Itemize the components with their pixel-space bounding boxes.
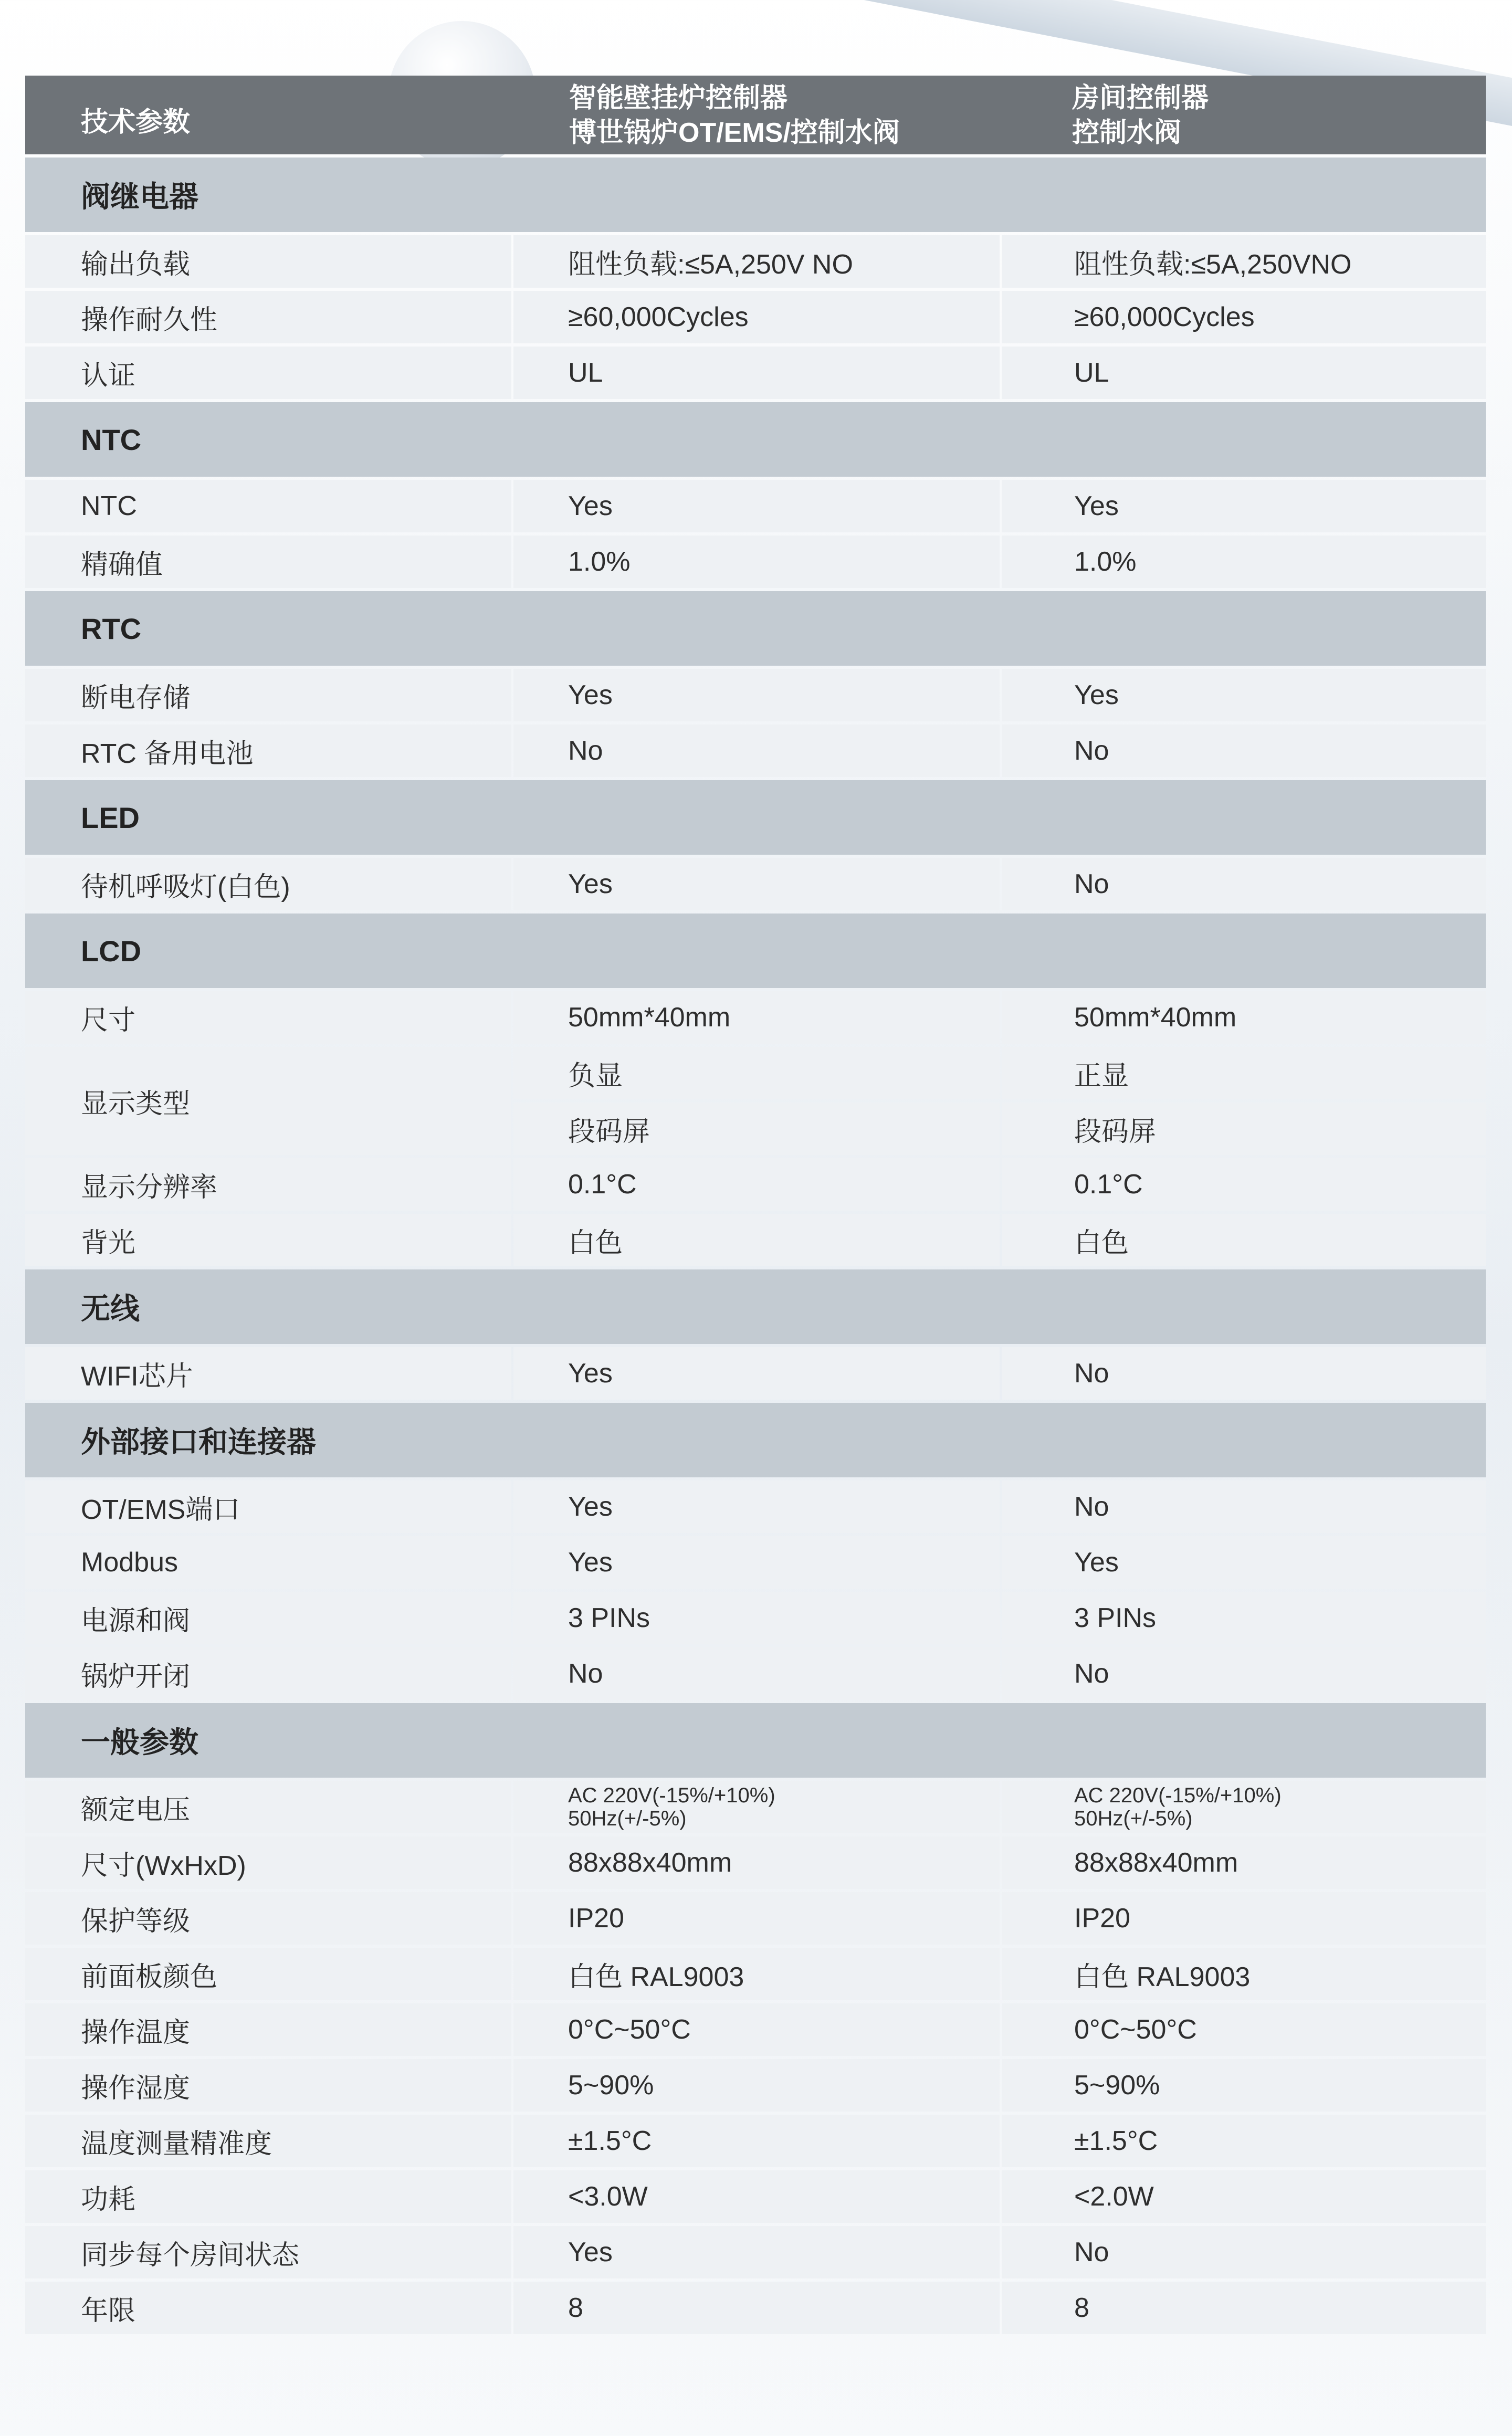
section-general: 一般参数 — [25, 1703, 1486, 1778]
row-value-a: 白色 — [513, 1214, 1000, 1266]
row-value-a-stack — [513, 1047, 1000, 1155]
table-row — [25, 1158, 1486, 1211]
row-label: 显示分辨率 — [25, 1158, 511, 1211]
row-value-b: 5~90% — [1002, 2059, 1486, 2112]
row-label: OT/EMS端口 — [25, 1480, 511, 1533]
row-value-a: No — [513, 724, 1000, 777]
row-value-a: 50mm*40mm — [513, 991, 1000, 1044]
section-ports: 外部接口和连接器 — [25, 1403, 1486, 1477]
row-label: 待机呼吸灯(白色) — [25, 858, 511, 910]
spec-table — [25, 76, 1486, 2334]
row-value-b: 白色 — [1002, 1214, 1486, 1266]
row-value-b-stack — [1002, 1047, 1486, 1155]
row-value-b: ±1.5°C — [1002, 2115, 1486, 2167]
row-value-a: 白色 RAL9003 — [513, 1948, 1000, 2000]
table-row — [25, 1214, 1486, 1266]
row-value-a: 5~90% — [513, 2059, 1000, 2112]
row-value-a — [513, 1781, 1000, 1833]
row-value-b: <2.0W — [1002, 2170, 1486, 2223]
row-value-a: Yes — [513, 858, 1000, 910]
voltage-b-line1: AC 220V(-15%/+10%) — [1074, 1784, 1282, 1807]
table-row — [25, 536, 1486, 588]
row-value-a: 0.1°C — [513, 1158, 1000, 1211]
row-value-a: Yes — [513, 2226, 1000, 2278]
row-value-b: 50mm*40mm — [1002, 991, 1486, 1044]
row-value-b: UL — [1002, 346, 1486, 399]
row-label: 认证 — [25, 346, 511, 399]
row-label: 功耗 — [25, 2170, 511, 2223]
row-label: 精确值 — [25, 536, 511, 588]
row-value-b: 白色 RAL9003 — [1002, 1948, 1486, 2000]
table-row — [25, 1948, 1486, 2000]
row-value-a: 1.0% — [513, 536, 1000, 588]
row-value-b — [1002, 1781, 1486, 1833]
row-value-b: No — [1002, 1347, 1486, 1400]
table-row — [25, 2059, 1486, 2112]
row-value-b: IP20 — [1002, 1892, 1486, 1945]
row-value-a: ≥60,000Cycles — [513, 291, 1000, 343]
table-row — [25, 858, 1486, 910]
row-label: 断电存储 — [25, 669, 511, 721]
table-row — [25, 2170, 1486, 2223]
table-header — [25, 76, 1486, 154]
row-label: 操作耐久性 — [25, 291, 511, 343]
table-row — [25, 1892, 1486, 1945]
row-value-b: No — [1002, 2226, 1486, 2278]
section-wireless: 无线 — [25, 1269, 1486, 1344]
row-value-b: Yes — [1002, 669, 1486, 721]
row-value-b: No — [1002, 1647, 1486, 1700]
table-row — [25, 1047, 1486, 1155]
table-row — [25, 1592, 1486, 1644]
row-value-b: 阻性负载:≤5A,250VNO — [1002, 235, 1486, 288]
row-label: WIFI芯片 — [25, 1347, 511, 1400]
table-row — [25, 1836, 1486, 1889]
row-value-b: 0°C~50°C — [1002, 2003, 1486, 2056]
row-value-a: 88x88x40mm — [513, 1836, 1000, 1889]
row-value-b: 1.0% — [1002, 536, 1486, 588]
row-value-a: 阻性负载:≤5A,250V NO — [513, 235, 1000, 288]
table-row — [25, 2003, 1486, 2056]
row-label: 背光 — [25, 1214, 511, 1266]
table-row — [25, 1480, 1486, 1533]
header-param: 技术参数 — [81, 107, 191, 138]
row-value-a: <3.0W — [513, 2170, 1000, 2223]
voltage-a-line2: 50Hz(+/-5%) — [568, 1807, 687, 1830]
table-row — [25, 480, 1486, 532]
row-value-a: 负显 — [513, 1047, 1000, 1099]
row-label: 输出负载 — [25, 235, 511, 288]
row-value-b: No — [1002, 858, 1486, 910]
row-label: 尺寸 — [25, 991, 511, 1044]
row-value-a: 0°C~50°C — [513, 2003, 1000, 2056]
table-row — [25, 1781, 1486, 1833]
row-value-a: Yes — [513, 480, 1000, 532]
row-value-a: 3 PINs — [513, 1592, 1000, 1644]
table-row — [25, 1536, 1486, 1589]
row-label: 前面板颜色 — [25, 1948, 511, 2000]
row-label: 尺寸(WxHxD) — [25, 1836, 511, 1889]
row-label: 保护等级 — [25, 1892, 511, 1945]
row-value-b: ≥60,000Cycles — [1002, 291, 1486, 343]
row-value-a: 8 — [513, 2282, 1000, 2334]
table-row — [25, 2282, 1486, 2334]
row-value-b: 8 — [1002, 2282, 1486, 2334]
section-relay: 阀继电器 — [25, 158, 1486, 232]
row-value-b: 段码屏 — [1002, 1102, 1486, 1155]
row-label: 操作湿度 — [25, 2059, 511, 2112]
table-row — [25, 2115, 1486, 2167]
table-row — [25, 291, 1486, 343]
header-col-a-line1: 智能壁挂炉控制器 — [569, 83, 788, 113]
table-row — [25, 346, 1486, 399]
table-row — [25, 991, 1486, 1044]
row-label: 操作温度 — [25, 2003, 511, 2056]
row-value-a: 段码屏 — [513, 1102, 1000, 1155]
row-value-a: No — [513, 1647, 1000, 1700]
row-value-a: Yes — [513, 1480, 1000, 1533]
header-col-a — [569, 81, 900, 150]
row-value-b: No — [1002, 724, 1486, 777]
section-led: LED — [25, 780, 1486, 855]
voltage-b-line2: 50Hz(+/-5%) — [1074, 1807, 1193, 1830]
row-label: 年限 — [25, 2282, 511, 2334]
row-label: 同步每个房间状态 — [25, 2226, 511, 2278]
row-label: NTC — [25, 480, 511, 532]
table-row — [25, 669, 1486, 721]
header-col-b-line2: 控制水阀 — [1072, 118, 1182, 148]
row-label: 温度测量精准度 — [25, 2115, 511, 2167]
row-label: 锅炉开闭 — [25, 1647, 511, 1700]
row-value-b: Yes — [1002, 480, 1486, 532]
row-value-a: IP20 — [513, 1892, 1000, 1945]
row-label: RTC 备用电池 — [25, 724, 511, 777]
section-rtc: RTC — [25, 591, 1486, 666]
row-value-a: ±1.5°C — [513, 2115, 1000, 2167]
row-value-a: Yes — [513, 669, 1000, 721]
section-lcd: LCD — [25, 914, 1486, 988]
row-value-b: No — [1002, 1480, 1486, 1533]
header-col-b-line1: 房间控制器 — [1072, 83, 1209, 113]
row-value-b: 3 PINs — [1002, 1592, 1486, 1644]
table-row — [25, 724, 1486, 777]
header-col-a-line2: 博世锅炉OT/EMS/控制水阀 — [569, 118, 900, 148]
row-value-a: UL — [513, 346, 1000, 399]
table-row — [25, 1347, 1486, 1400]
row-value-b: 正显 — [1002, 1047, 1486, 1099]
row-value-b: 88x88x40mm — [1002, 1836, 1486, 1889]
table-row — [25, 1647, 1486, 1700]
row-label: 显示类型 — [25, 1047, 511, 1155]
voltage-a-line1: AC 220V(-15%/+10%) — [568, 1784, 775, 1807]
header-col-b — [1072, 81, 1209, 150]
table-row — [25, 235, 1486, 288]
table-row — [25, 2226, 1486, 2278]
row-value-b: Yes — [1002, 1536, 1486, 1589]
row-label: Modbus — [25, 1536, 511, 1589]
row-label: 额定电压 — [25, 1781, 511, 1833]
row-label: 电源和阀 — [25, 1592, 511, 1644]
section-ntc: NTC — [25, 402, 1486, 477]
row-value-a: Yes — [513, 1536, 1000, 1589]
row-value-b: 0.1°C — [1002, 1158, 1486, 1211]
row-value-a: Yes — [513, 1347, 1000, 1400]
